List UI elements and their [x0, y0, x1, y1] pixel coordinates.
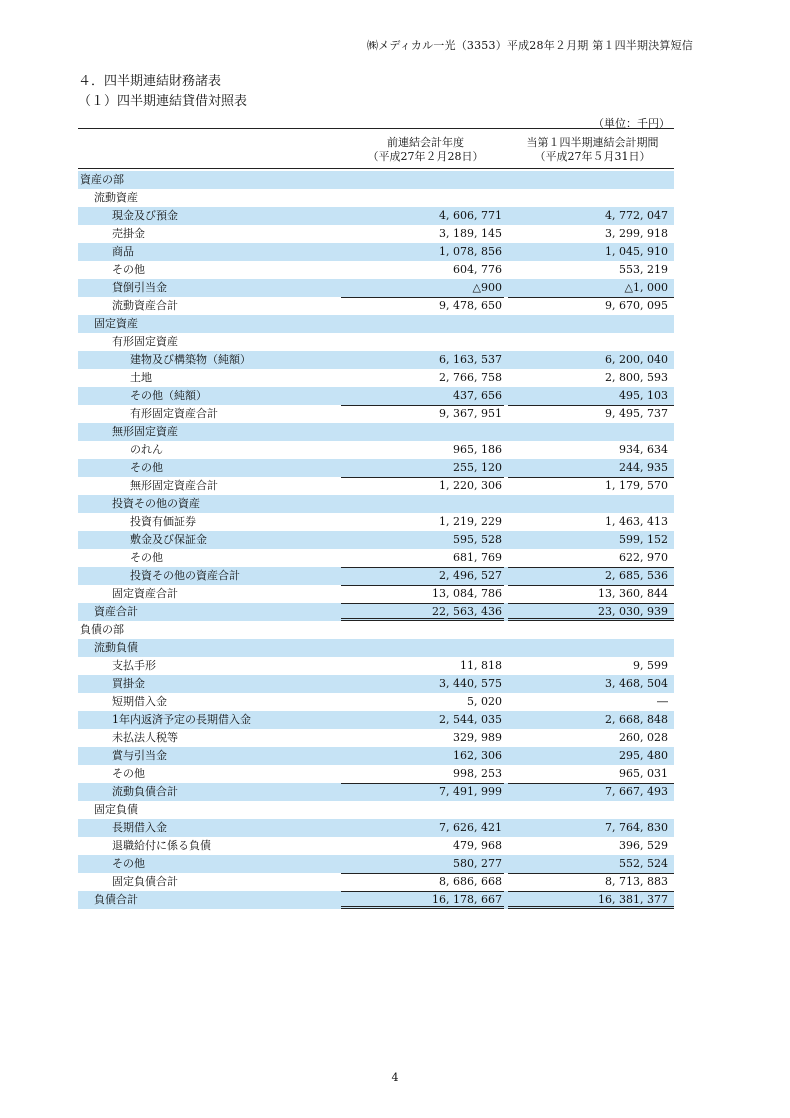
value-prior-year: 1, 219, 229 [439, 515, 502, 528]
table-row [78, 549, 674, 567]
value-prior-year: 6, 163, 537 [439, 353, 502, 366]
value-prior-year: 479, 968 [453, 839, 502, 852]
value-prior-year: 7, 626, 421 [439, 821, 502, 834]
unit-label: （単位：千円） [593, 117, 670, 130]
table-row [78, 405, 674, 423]
value-prior-year: 580, 277 [453, 857, 502, 870]
table-row [78, 711, 674, 729]
subtotal-rule [341, 873, 504, 874]
value-prior-year: 2, 766, 758 [439, 371, 502, 384]
subsection-title: （１）四半期連結貸借対照表 [78, 94, 248, 109]
table-row [78, 693, 674, 711]
table-row [78, 567, 674, 585]
subtotal-rule [508, 603, 674, 604]
value-prior-year: 681, 769 [453, 551, 502, 564]
value-current-quarter: 7, 667, 493 [605, 785, 668, 798]
value-prior-year: 8, 686, 668 [439, 875, 502, 888]
row-label: 土地 [130, 371, 152, 384]
value-current-quarter: ― [657, 695, 668, 708]
row-label: 資産の部 [80, 173, 124, 186]
total-double-rule [341, 906, 504, 909]
value-current-quarter: 244, 935 [619, 461, 668, 474]
value-current-quarter: 552, 524 [619, 857, 668, 870]
table-row [78, 801, 674, 819]
value-prior-year: 2, 496, 527 [439, 569, 502, 582]
subtotal-rule [508, 783, 674, 784]
value-current-quarter: 2, 668, 848 [605, 713, 668, 726]
subtotal-rule [508, 405, 674, 406]
table-row [78, 783, 674, 801]
value-prior-year: 604, 776 [453, 263, 502, 276]
table-row [78, 351, 674, 369]
value-prior-year: 329, 989 [453, 731, 502, 744]
table-row [78, 765, 674, 783]
row-label: 長期借入金 [112, 821, 167, 834]
document-header: ㈱メディカル一光（3353）平成28年２月期 第１四半期決算短信 [366, 39, 693, 52]
row-label: 現金及び預金 [112, 209, 178, 222]
value-current-quarter: 1, 045, 910 [605, 245, 668, 258]
subtotal-rule [508, 873, 674, 874]
table-row [78, 477, 674, 495]
table-row [78, 441, 674, 459]
subtotal-rule [341, 297, 504, 298]
subtotal-rule [341, 567, 504, 568]
table-row [78, 261, 674, 279]
value-current-quarter: 8, 713, 883 [605, 875, 668, 888]
column-header-line: （平成27年５月31日） [534, 150, 651, 163]
value-current-quarter: 13, 360, 844 [598, 587, 668, 600]
value-current-quarter: 3, 468, 504 [605, 677, 668, 690]
table-row [78, 837, 674, 855]
value-current-quarter: 295, 480 [619, 749, 668, 762]
column-header-line: 前連結会計年度 [387, 136, 464, 149]
row-label: 無形固定資産 [112, 425, 178, 438]
value-prior-year: 5, 020 [467, 695, 502, 708]
value-current-quarter: 2, 800, 593 [605, 371, 668, 384]
row-label: 流動負債合計 [112, 785, 178, 798]
table-row [78, 369, 674, 387]
row-label: 負債の部 [80, 623, 124, 636]
row-label: その他 [112, 263, 145, 276]
row-label: のれん [130, 443, 163, 456]
value-prior-year: 1, 078, 856 [439, 245, 502, 258]
value-prior-year: 255, 120 [453, 461, 502, 474]
value-current-quarter: 9, 599 [633, 659, 668, 672]
row-label: その他 [130, 461, 163, 474]
table-row [78, 243, 674, 261]
value-prior-year: 998, 253 [453, 767, 502, 780]
table-row [78, 657, 674, 675]
value-prior-year: 3, 440, 575 [439, 677, 502, 690]
row-label: 敷金及び保証金 [130, 533, 207, 546]
column-header-current-quarter [510, 136, 675, 164]
value-current-quarter: 965, 031 [619, 767, 668, 780]
value-prior-year: 1, 220, 306 [439, 479, 502, 492]
row-label: その他 [112, 767, 145, 780]
value-prior-year: 595, 528 [453, 533, 502, 546]
value-current-quarter: △1, 000 [624, 281, 668, 294]
table-row [78, 225, 674, 243]
value-prior-year: 9, 367, 951 [439, 407, 502, 420]
row-label: 資産合計 [94, 605, 138, 618]
row-label: 商品 [112, 245, 134, 258]
section-title: ４．四半期連結財務諸表 [78, 74, 222, 89]
table-row [78, 603, 674, 621]
table-row [78, 189, 674, 207]
table-row [78, 171, 674, 189]
table-row [78, 495, 674, 513]
row-label: 流動資産 [94, 191, 138, 204]
table-row [78, 729, 674, 747]
row-label: 支払手形 [112, 659, 156, 672]
value-current-quarter: 622, 970 [619, 551, 668, 564]
table-row [78, 819, 674, 837]
row-label: 負債合計 [94, 893, 138, 906]
value-current-quarter: 934, 634 [619, 443, 668, 456]
table-row [78, 891, 674, 909]
value-current-quarter: 553, 219 [619, 263, 668, 276]
value-prior-year: 22, 563, 436 [432, 605, 502, 618]
row-label: 買掛金 [112, 677, 145, 690]
value-current-quarter: 3, 299, 918 [605, 227, 668, 240]
table-row [78, 387, 674, 405]
table-row [78, 423, 674, 441]
row-label: 有形固定資産合計 [130, 407, 218, 420]
subtotal-rule [508, 477, 674, 478]
row-label: その他 [112, 857, 145, 870]
row-label: 投資有価証券 [130, 515, 196, 528]
page-number: 4 [391, 1071, 399, 1084]
table-top-rule [78, 128, 674, 129]
subtotal-rule [341, 585, 504, 586]
value-current-quarter: 7, 764, 830 [605, 821, 668, 834]
table-row [78, 621, 674, 639]
total-double-rule [508, 906, 674, 909]
value-prior-year: △900 [472, 281, 502, 294]
value-current-quarter: 4, 772, 047 [605, 209, 668, 222]
value-current-quarter: 6, 200, 040 [605, 353, 668, 366]
value-prior-year: 7, 491, 999 [439, 785, 502, 798]
value-current-quarter: 260, 028 [619, 731, 668, 744]
value-current-quarter: 2, 685, 536 [605, 569, 668, 582]
value-prior-year: 13, 084, 786 [432, 587, 502, 600]
value-prior-year: 2, 544, 035 [439, 713, 502, 726]
row-label: 1年内返済予定の長期借入金 [112, 713, 251, 726]
row-label: その他 [130, 551, 163, 564]
row-label: 未払法人税等 [112, 731, 178, 744]
row-label: 無形固定資産合計 [130, 479, 218, 492]
value-prior-year: 437, 656 [453, 389, 502, 402]
table-row [78, 639, 674, 657]
value-prior-year: 9, 478, 650 [439, 299, 502, 312]
row-label: 短期借入金 [112, 695, 167, 708]
table-row [78, 675, 674, 693]
table-row [78, 747, 674, 765]
value-current-quarter: 1, 463, 413 [605, 515, 668, 528]
table-row [78, 873, 674, 891]
header-bottom-rule [78, 168, 674, 169]
row-label: 建物及び構築物（純額） [130, 353, 251, 366]
value-prior-year: 4, 606, 771 [439, 209, 502, 222]
table-row [78, 513, 674, 531]
row-label: 流動資産合計 [112, 299, 178, 312]
table-row [78, 459, 674, 477]
row-label: 固定負債合計 [112, 875, 178, 888]
subtotal-rule [508, 585, 674, 586]
row-label: 退職給付に係る負債 [112, 839, 211, 852]
row-label: 投資その他の資産 [112, 497, 200, 510]
row-label: 固定資産合計 [112, 587, 178, 600]
table-row [78, 585, 674, 603]
column-header-line: 当第１四半期連結会計期間 [526, 136, 659, 149]
row-label: 投資その他の資産合計 [130, 569, 240, 582]
table-row [78, 855, 674, 873]
subtotal-rule [341, 603, 504, 604]
value-current-quarter: 9, 670, 095 [605, 299, 668, 312]
value-current-quarter: 495, 103 [619, 389, 668, 402]
balance-sheet-table [78, 171, 674, 909]
subtotal-rule [341, 783, 504, 784]
table-row [78, 279, 674, 297]
value-current-quarter: 1, 179, 570 [605, 479, 668, 492]
row-label: 貸倒引当金 [112, 281, 167, 294]
value-prior-year: 162, 306 [453, 749, 502, 762]
value-prior-year: 965, 186 [453, 443, 502, 456]
subtotal-rule [508, 567, 674, 568]
column-header-line: （平成27年２月28日） [367, 150, 484, 163]
column-header-prior-year [343, 136, 508, 164]
table-row [78, 333, 674, 351]
table-row [78, 531, 674, 549]
subtotal-rule [508, 891, 674, 892]
subtotal-rule [508, 297, 674, 298]
row-label: その他（純額） [130, 389, 207, 402]
value-current-quarter: 396, 529 [619, 839, 668, 852]
value-prior-year: 11, 818 [460, 659, 502, 672]
row-label: 有形固定資産 [112, 335, 178, 348]
subtotal-rule [341, 477, 504, 478]
value-current-quarter: 16, 381, 377 [598, 893, 668, 906]
table-row [78, 207, 674, 225]
row-label: 固定負債 [94, 803, 138, 816]
value-current-quarter: 23, 030, 939 [598, 605, 668, 618]
row-label: 固定資産 [94, 317, 138, 330]
subtotal-rule [341, 891, 504, 892]
table-row [78, 315, 674, 333]
value-prior-year: 3, 189, 145 [439, 227, 502, 240]
row-label: 賞与引当金 [112, 749, 167, 762]
value-prior-year: 16, 178, 667 [432, 893, 502, 906]
row-label: 流動負債 [94, 641, 138, 654]
row-label: 売掛金 [112, 227, 145, 240]
table-row [78, 297, 674, 315]
subtotal-rule [341, 405, 504, 406]
value-current-quarter: 9, 495, 737 [605, 407, 668, 420]
value-current-quarter: 599, 152 [619, 533, 668, 546]
